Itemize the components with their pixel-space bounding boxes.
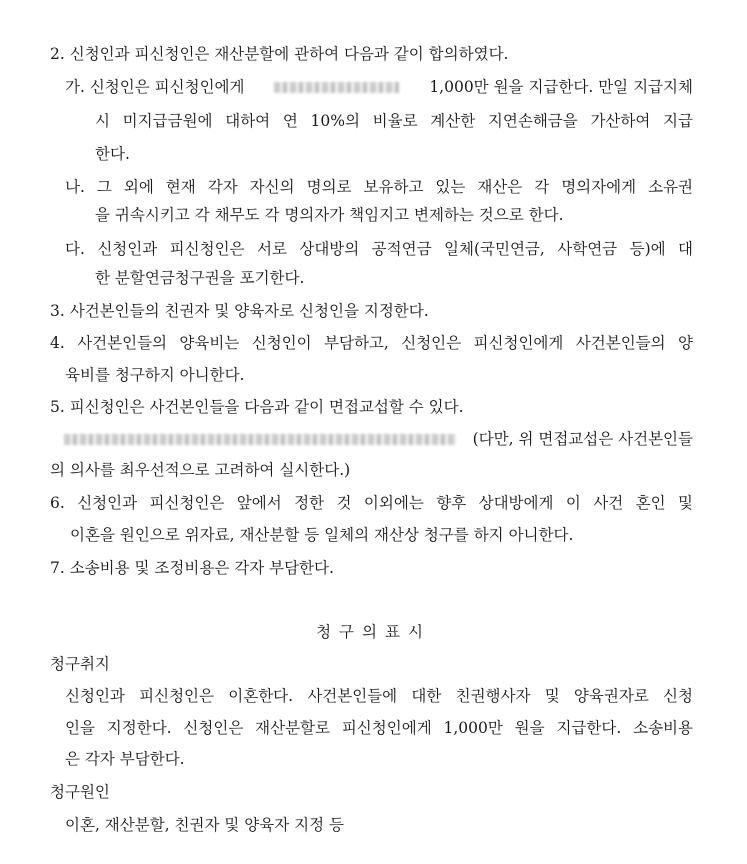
claim-cause-line1: 이혼, 재산분할, 친권자 및 양육자 지정 등 (65, 816, 344, 834)
item-4-line2: 육비를 청구하지 아니한다. (65, 366, 245, 384)
item-5-line3: 의 의사를 최우선적으로 고려하여 실시한다.) (50, 461, 351, 479)
item-2-na-line2: 을 귀속시키고 각 채무도 각 명의자가 책임지고 변제하는 것으로 한다. (95, 206, 564, 224)
item-7-line: 7. 소송비용 및 조정비용은 각자 부담한다. (50, 559, 334, 577)
item-5-line1: 5. 피신청인은 사건본인들을 다음과 같이 면접교섭할 수 있다. (50, 398, 464, 416)
item-2-ga-suffix: 1,000만 원을 지급한다. 만일 지급지체 (429, 78, 693, 96)
claim-purpose-line1: 신청인과 피신청인은 이혼한다. 사건본인들에 대한 친권행사자 및 양육권자로 신청 (65, 687, 693, 705)
item-5-line2-suffix: (다만, 위 면접교섭은 사건본인들 (472, 430, 693, 448)
item-6-line2: 이혼을 원인으로 위자료, 재산분할 등 일체의 재산상 청구를 하지 아니한다. (70, 526, 574, 544)
item-2-ga-line3: 한다. (95, 145, 130, 163)
redacted-amount-block (274, 82, 399, 93)
item-5-line2 (50, 429, 693, 449)
claim-purpose-line3: 은 각자 부담한다. (65, 750, 185, 768)
claim-purpose-line2: 인을 지정한다. 신청인은 재산분할로 피신청인에게 1,000만 원을 지급한다. 소송비용 (65, 719, 693, 737)
item-2-line: 2. 신청인과 피신청인은 재산분할에 관하여 다음과 같이 합의하였다. (50, 45, 509, 63)
claim-purpose-heading: 청구취지 (50, 655, 110, 673)
item-3-line: 3. 사건본인들의 친권자 및 양육자로 신청인을 지정한다. (50, 302, 429, 320)
item-6-line1: 6. 신청인과 피신청인은 앞에서 정한 것 이외에는 향후 상대방에게 이 사건 혼인 및 (50, 494, 693, 512)
item-2-da-line1: 다. 신청인과 피신청인은 서로 상대방의 공적연금 일체(국민연금, 사학연금 등)에 대 (65, 240, 693, 258)
item-2-na-line1: 나. 그 외에 현재 각자 자신의 명의로 보유하고 있는 재산은 각 명의자에게 소유권 (65, 178, 693, 196)
item-2-da-line2: 한 분할연금청구권을 포기한다. (95, 269, 305, 287)
claim-cause-heading: 청구원인 (50, 783, 110, 801)
section-title: 청구의표시 (316, 623, 431, 641)
item-2-ga-prefix: 가. 신청인은 피신청인에게 (65, 78, 245, 96)
redacted-visitation-details-block (64, 434, 456, 445)
item-2-ga-line1 (65, 77, 693, 97)
item-4-line1: 4. 사건본인들의 양육비는 신청인이 부담하고, 신청인은 피신청인에게 사건본인들의 양 (50, 334, 693, 352)
item-2-ga-line2: 시 미지급금원에 대하여 연 10%의 비율로 계산한 지연손해금을 가산하여 지급 (95, 112, 693, 130)
